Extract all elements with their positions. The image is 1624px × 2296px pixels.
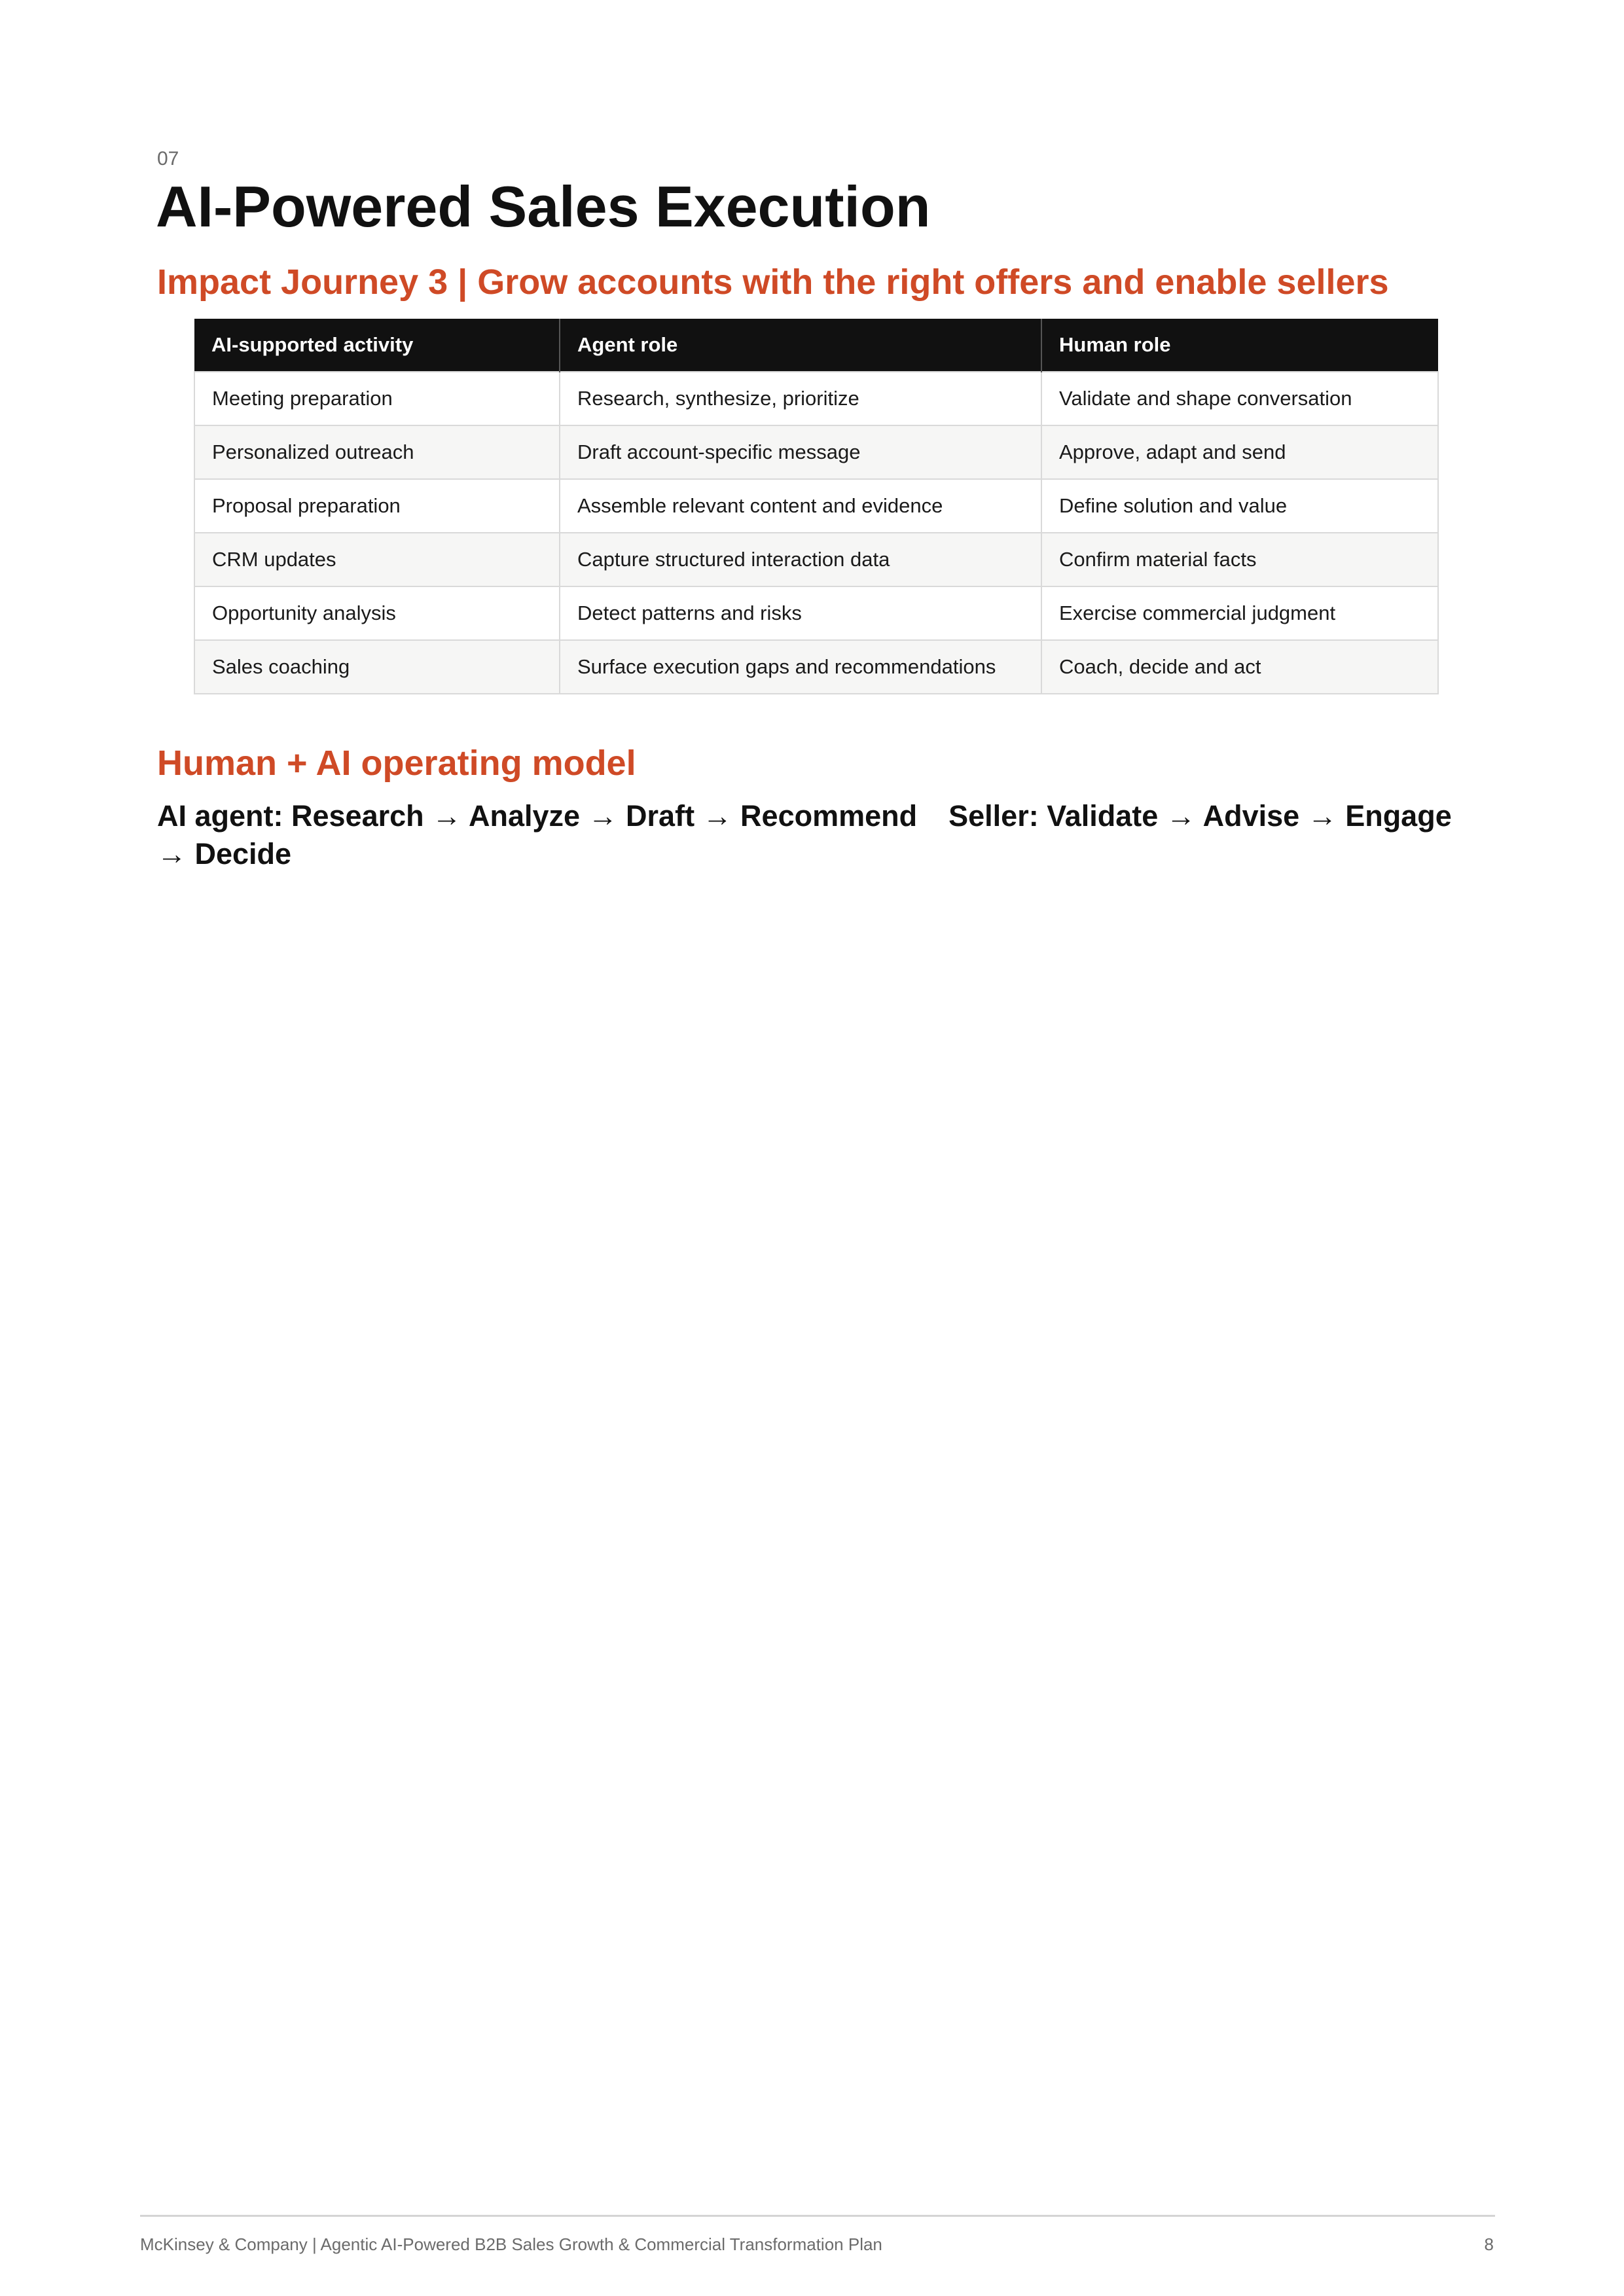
activity-cell: Opportunity analysis [194, 586, 560, 640]
human-role-cell: Coach, decide and act [1041, 640, 1438, 694]
agent-role-cell: Assemble relevant content and evidence [560, 479, 1041, 533]
table-row [194, 479, 1438, 533]
operating-model-heading: Human + AI operating model [157, 744, 636, 783]
activity-cell: CRM updates [194, 533, 560, 586]
page-number: 8 [1484, 2234, 1494, 2254]
human-role-cell: Validate and shape conversation [1041, 372, 1438, 425]
roles-table [194, 319, 1439, 694]
human-role-cell: Exercise commercial judgment [1041, 586, 1438, 640]
seller-flow: Seller: Validate → Advise → Engage → Decide [157, 799, 1452, 870]
column-header-activity: AI-supported activity [194, 319, 560, 372]
activity-cell: Personalized outreach [194, 425, 560, 479]
agent-role-cell: Surface execution gaps and recommendations [560, 640, 1041, 694]
table-header-row [194, 319, 1438, 372]
agent-role-cell: Research, synthesize, prioritize [560, 372, 1041, 425]
footer-text: McKinsey & Company | Agentic AI-Powered B2B Sales Growth & Commercial Transformation Plan [140, 2234, 882, 2254]
table-row [194, 425, 1438, 479]
human-role-cell: Confirm material facts [1041, 533, 1438, 586]
table-row [194, 533, 1438, 586]
page-title: AI-Powered Sales Execution [156, 174, 931, 239]
human-role-cell: Approve, adapt and send [1041, 425, 1438, 479]
activity-cell: Proposal preparation [194, 479, 560, 533]
human-role-cell: Define solution and value [1041, 479, 1438, 533]
table-row [194, 586, 1438, 640]
operating-model-flow [157, 797, 1486, 873]
column-header-agent-role: Agent role [560, 319, 1041, 372]
agent-role-cell: Capture structured interaction data [560, 533, 1041, 586]
page-subtitle: Impact Journey 3 | Grow accounts with the right offers and enable sellers [157, 262, 1389, 302]
table-row [194, 640, 1438, 694]
table-row [194, 372, 1438, 425]
activity-cell: Meeting preparation [194, 372, 560, 425]
footer-divider [140, 2215, 1495, 2217]
ai-agent-flow: AI agent: Research → Analyze → Draft → Recommend [157, 799, 918, 833]
column-header-human-role: Human role [1041, 319, 1438, 372]
section-number: 07 [157, 148, 179, 170]
activity-cell: Sales coaching [194, 640, 560, 694]
agent-role-cell: Detect patterns and risks [560, 586, 1041, 640]
agent-role-cell: Draft account-specific message [560, 425, 1041, 479]
